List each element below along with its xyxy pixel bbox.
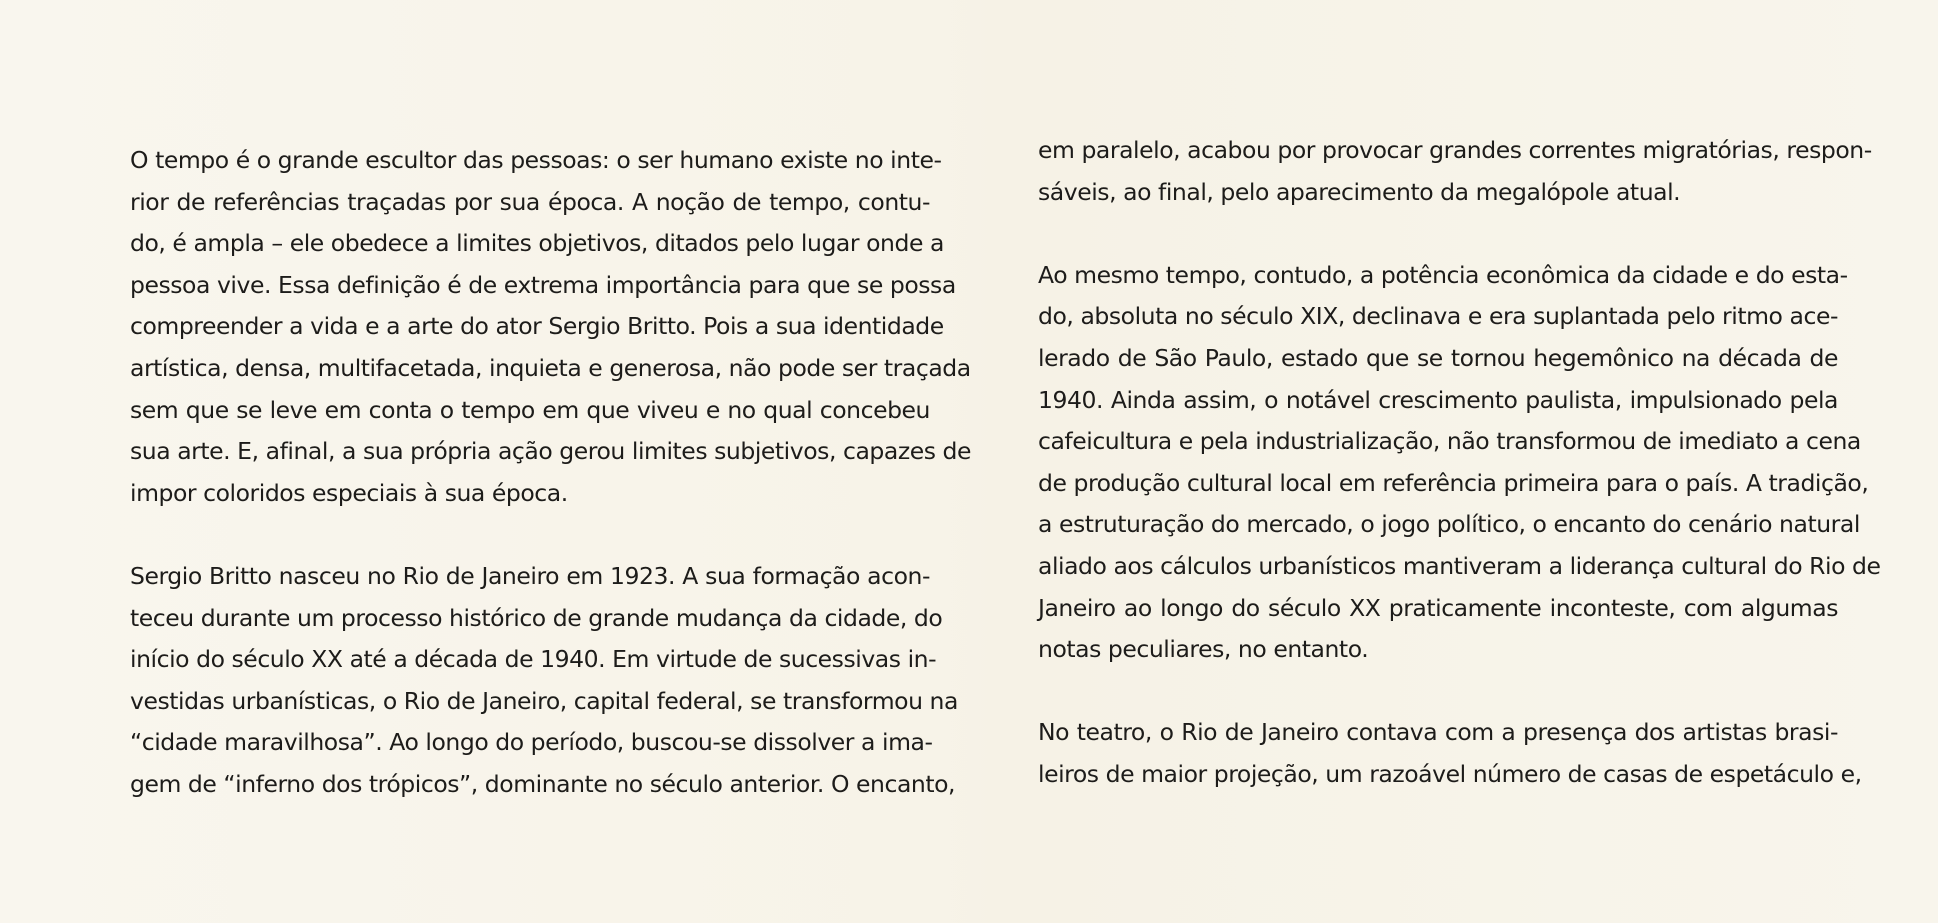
left-column — [130, 140, 972, 806]
text-line: de produção cultural local em referência primeira para o país. A tradição, — [1038, 468, 1869, 497]
paragraph-gap — [130, 514, 930, 556]
right-paragraph-3 — [1038, 712, 1862, 795]
text-line: cafeicultura e pela industrialização, não transformou de imediato a cena — [1038, 427, 1861, 456]
text-line: rior de referências traçadas por sua época. A noção de tempo, contu- — [130, 187, 930, 216]
text-line: em paralelo, acabou por provocar grandes correntes migratórias, respon- — [1038, 136, 1872, 164]
text-line: do, é ampla – ele obedece a limites objetivos, ditados pelo lugar onde a — [130, 229, 944, 258]
text-line: lerado de São Paulo, estado que se tornou hegemônico na década de — [1038, 343, 1838, 372]
text-line: a estruturação do mercado, o jogo político, o encanto do cenário natural — [1038, 510, 1860, 539]
text-line: pessoa vive. Essa definição é de extrema importância para que se possa — [130, 270, 956, 299]
text-line: No teatro, o Rio de Janeiro contava com a presença dos artistas brasi- — [1038, 718, 1838, 747]
text-line: sem que se leve em conta o tempo em que viveu e no qual concebeu — [130, 395, 930, 424]
text-line: leiros de maior projeção, um razoável número de casas de espetáculo e, — [1038, 759, 1862, 788]
text-line: gem de “inferno dos trópicos”, dominante no século anterior. O encanto, — [130, 769, 956, 798]
text-line: sáveis, ao final, pelo aparecimento da megalópole atual. — [1038, 177, 1681, 206]
text-line: O tempo é o grande escultor das pessoas: o ser humano existe no inte- — [130, 146, 942, 174]
text-line: compreender a vida e a arte do ator Sergio Britto. Pois a sua identidade — [130, 312, 944, 341]
text-line: impor coloridos especiais à sua época. — [130, 478, 568, 507]
paragraph-gap — [1038, 213, 1838, 255]
paragraph-gap — [1038, 671, 1838, 713]
right-column — [1038, 130, 1881, 796]
text-line: 1940. Ainda assim, o notável crescimento paulista, impulsionado pela — [1038, 385, 1838, 414]
right-paragraph-2 — [1038, 255, 1881, 671]
right-paragraph-1 — [1038, 130, 1872, 213]
text-line: notas peculiares, no entanto. — [1038, 635, 1369, 664]
text-line: do, absoluta no século XIX, declinava e era suplantada pelo ritmo ace- — [1038, 302, 1838, 331]
text-line: “cidade maravilhosa”. Ao longo do período, buscou-se dissolver a ima- — [130, 728, 933, 757]
left-paragraph-1 — [130, 140, 972, 514]
text-line: teceu durante um processo histórico de grande mudança da cidade, do — [130, 603, 943, 632]
text-line: vestidas urbanísticas, o Rio de Janeiro, capital federal, se transformou na — [130, 686, 958, 715]
text-line: Sergio Britto nasceu no Rio de Janeiro em 1923. A sua formação acon- — [130, 561, 930, 590]
left-paragraph-2 — [130, 556, 958, 806]
text-line: Janeiro ao longo do século XX praticamente inconteste, com algumas — [1038, 593, 1838, 622]
text-line: início do século XX até a década de 1940. Em virtude de sucessivas in- — [130, 645, 937, 674]
text-line: aliado aos cálculos urbanísticos mantiveram a liderança cultural do Rio de — [1038, 551, 1881, 580]
text-line: Ao mesmo tempo, contudo, a potência econômica da cidade e do esta- — [1038, 260, 1848, 289]
text-line: sua arte. E, afinal, a sua própria ação gerou limites subjetivos, capazes de — [130, 437, 972, 466]
text-line: artística, densa, multifacetada, inquieta e generosa, não pode ser traçada — [130, 353, 971, 382]
